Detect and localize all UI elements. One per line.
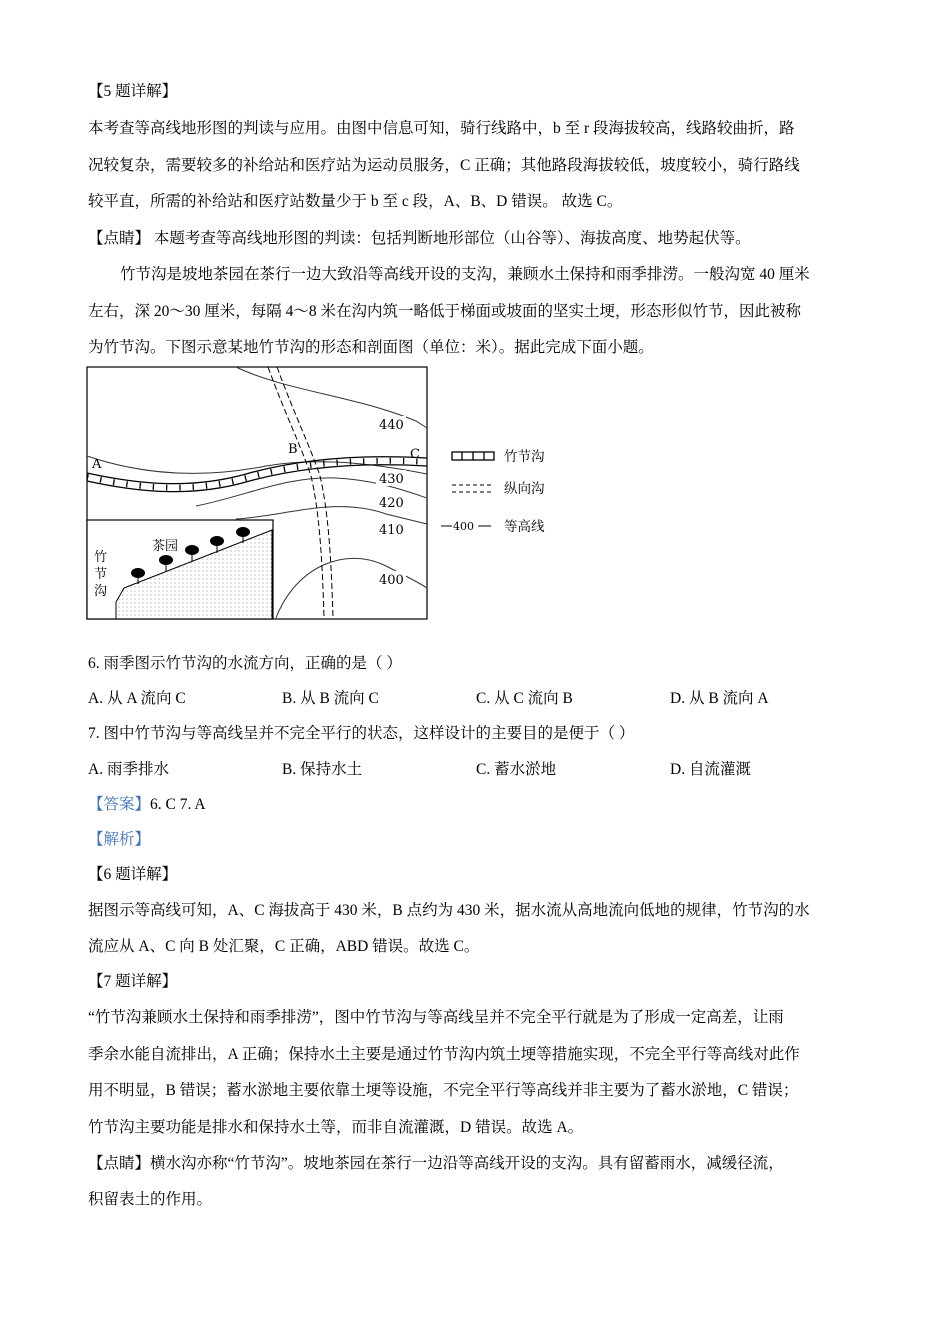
q6-option-a[interactable]: A. 从 A 流向 C	[88, 690, 186, 707]
legend-contour-symbol	[441, 520, 491, 533]
section5-line-2: 况较复杂，需要较多的补给站和医疗站为运动员服务，C 正确；其他路段海拔较低，坡度较小，骑行路线	[88, 157, 800, 174]
point-c-label: C	[410, 447, 420, 462]
detail7-line-1: “竹节沟兼顾水土保持和雨季排涝”，图中竹节沟与等高线呈并不完全平行就是为了形成一定高差，让雨	[88, 1009, 784, 1026]
q6-option-d[interactable]: D. 从 B 流向 A	[670, 690, 769, 707]
q6-stem: 6. 雨季图示竹节沟的水流方向，正确的是（ ）	[88, 655, 402, 672]
q7-stem: 7. 图中竹节沟与等高线呈并不完全平行的状态，这样设计的主要目的是便于（ ）	[88, 725, 635, 742]
q6-option-b[interactable]: B. 从 B 流向 C	[282, 690, 379, 707]
contour-400-line	[276, 558, 427, 618]
longitudinal-ditch-left	[268, 367, 324, 618]
detail7-heading: 【7 题详解】	[88, 973, 178, 990]
point-b-label: B	[288, 442, 298, 457]
legend-bamboo-ditch-symbol	[452, 452, 494, 460]
q7-option-a[interactable]: A. 雨季排水	[88, 761, 169, 778]
section5-note: 【点睛】 本题考查等高线地形图的判读：包括判断地形部位（山谷等）、海拔高度、地势起伏等。	[88, 230, 751, 247]
section5-heading: 【5 题详解】	[88, 83, 178, 100]
detail6-heading: 【6 题详解】	[88, 866, 178, 883]
contour-label-410: 410	[379, 523, 404, 538]
legend-contour-label: 等高线	[504, 519, 545, 535]
contour-label-440: 440	[379, 418, 404, 433]
contour-label-420: 420	[379, 496, 404, 511]
contour-label-400: 400	[379, 573, 404, 588]
analysis-label: 【解析】	[88, 831, 151, 848]
svg-text:400: 400	[453, 520, 474, 533]
ditch-label-2: 节	[94, 567, 108, 582]
detail7-note-2: 积留表土的作用。	[88, 1191, 213, 1208]
q7-option-d[interactable]: D. 自流灌溉	[670, 761, 751, 778]
point-a-label: A	[92, 457, 102, 472]
legend-longitudinal-ditch-label: 纵向沟	[504, 481, 545, 497]
q6-option-c[interactable]: C. 从 C 流向 B	[476, 690, 573, 707]
bamboo-ditch-figure	[86, 366, 556, 622]
contour-label-430: 430	[379, 472, 404, 487]
q7-option-b[interactable]: B. 保持水土	[282, 761, 363, 778]
answer-line	[88, 795, 868, 815]
detail7-line-2: 季余水能自流排出，A 正确；保持水土主要是通过竹节沟内筑土埂等措施实现，不完全平行等高线对此作	[88, 1046, 800, 1063]
ditch-label-3: 沟	[94, 584, 108, 599]
intro-line-3: 为竹节沟。下图示意某地竹节沟的形态和剖面图（单位：米）。据此完成下面小题。	[88, 339, 654, 356]
q7-option-c[interactable]: C. 蓄水淤地	[476, 761, 557, 778]
figure-legend	[441, 448, 545, 535]
answer-text: 6. C 7. A	[150, 796, 206, 813]
section5-line-1: 本考查等高线地形图的判读与应用。由图中信息可知，骑行线路中，b 至 r 段海拔较高，线路较曲折，路	[88, 120, 795, 137]
longitudinal-ditch-right	[277, 367, 333, 618]
detail6-line-1: 据图示等高线可知，A、C 海拔高于 430 米，B 点约为 430 米，据水流从高地流向低地的规律，竹节沟的水	[88, 902, 810, 919]
ditch-label-1: 竹	[94, 550, 108, 565]
detail7-note-1: 【点睛】横水沟亦称“竹节沟”。坡地茶园在茶行一边沿等高线开设的支沟。具有留蓄雨水，减缓径流，	[88, 1155, 784, 1172]
section5-line-3: 较平直，所需的补给站和医疗站数量少于 b 至 c 段，A、B、D 错误。 故选 C。	[88, 193, 623, 210]
intro-line-1: 竹节沟是坡地茶园在茶行一边大致沿等高线开设的支沟，兼顾水土保持和雨季排涝。一般沟宽 40 厘米	[120, 266, 810, 283]
legend-bamboo-ditch-label: 竹节沟	[504, 449, 545, 465]
detail6-line-2: 流应从 A、C 向 B 处汇聚，C 正确，ABD 错误。故选 C。	[88, 938, 480, 955]
detail7-line-4: 竹节沟主要功能是排水和保持水土等，而非自流灌溉，D 错误。故选 A。	[88, 1119, 584, 1136]
detail7-line-3: 用不明显，B 错误；蓄水淤地主要依靠土埂等设施，不完全平行等高线并非主要为了蓄水淤地，C 错误；	[88, 1082, 799, 1099]
cross-section-inset	[87, 520, 273, 619]
legend-longitudinal-ditch-symbol	[452, 485, 494, 492]
intro-line-2: 左右，深 20～30 厘米，每隔 4～8 米在沟内筑一略低于梯面或坡面的坚实土埂，形态形似竹节，因此被称	[88, 303, 802, 320]
answer-label: 【答案】	[88, 796, 151, 813]
tea-garden-label: 茶园	[152, 539, 179, 554]
